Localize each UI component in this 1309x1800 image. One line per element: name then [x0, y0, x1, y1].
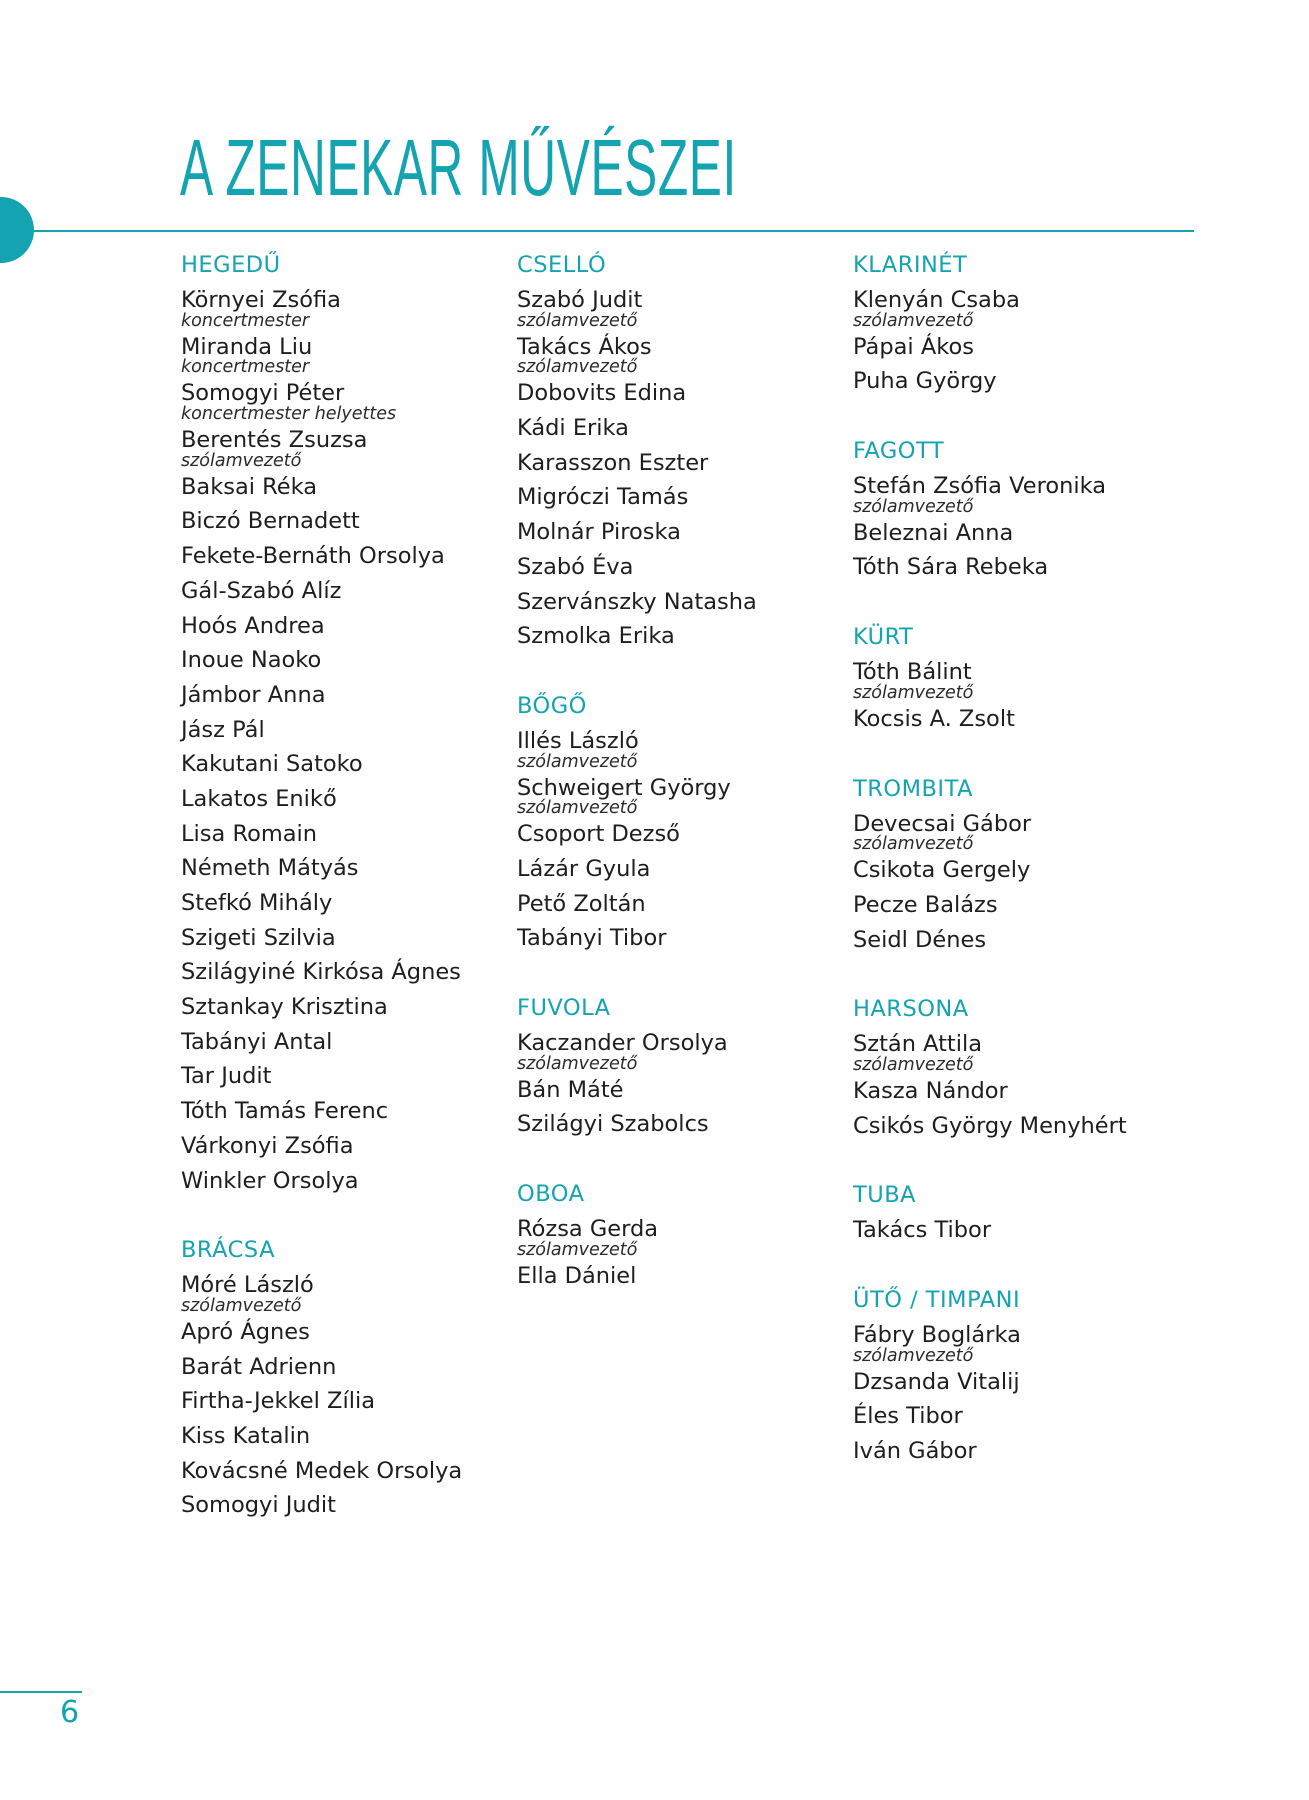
instrument-section [181, 247, 511, 1198]
member-entry [517, 550, 847, 585]
member-role: szólamvezető [517, 751, 638, 772]
member-name: Lisa Romain [181, 820, 318, 847]
member-name: Móré László [181, 1272, 314, 1299]
member-role: szólamvezető [517, 357, 638, 378]
member-name: Bán Máté [517, 1076, 624, 1103]
section-heading: KÜRT [853, 624, 914, 651]
member-name: Puha György [853, 368, 997, 395]
member-entry [181, 1268, 511, 1315]
member-name: Somogyi Péter [181, 380, 345, 407]
member-entry [517, 1212, 847, 1259]
member-name: Tabányi Tibor [517, 925, 667, 952]
member-entry [181, 817, 511, 852]
member-role: szólamvezető [853, 1054, 974, 1075]
member-name: Szmolka Erika [517, 623, 675, 650]
member-entry [517, 852, 847, 887]
member-name: Szilágyi Szabolcs [517, 1111, 709, 1138]
member-entry [853, 655, 1183, 702]
member-entry [181, 1454, 511, 1489]
member-name: Csikós György Menyhért [853, 1112, 1127, 1139]
member-entry [181, 330, 511, 377]
member-entry [853, 364, 1183, 399]
member-entry [181, 1129, 511, 1164]
member-name: Barát Adrienn [181, 1353, 337, 1380]
member-name: Jámbor Anna [181, 681, 326, 708]
member-entry [181, 851, 511, 886]
member-name: Kasza Nándor [853, 1077, 1008, 1104]
member-name: Szilágyiné Kirkósa Ágnes [181, 959, 461, 986]
member-entry [181, 1059, 511, 1094]
member-entry [181, 886, 511, 921]
instrument-section [853, 433, 1183, 585]
member-entry [181, 1164, 511, 1199]
member-role: szólamvezető [517, 1239, 638, 1260]
member-entry [517, 480, 847, 515]
member-name: Lakatos Enikő [181, 785, 337, 812]
member-name: Stefkó Mihály [181, 890, 333, 916]
member-entry [853, 1399, 1183, 1434]
instrument-section [853, 619, 1183, 736]
member-entry [853, 469, 1183, 516]
instrument-section [181, 1232, 511, 1523]
member-name: Molnár Piroska [517, 519, 681, 546]
member-name: Csikota Gergely [853, 857, 1031, 884]
member-entry [853, 888, 1183, 923]
instrument-section [853, 247, 1183, 399]
member-entry [853, 516, 1183, 551]
member-name: Pecze Balázs [853, 891, 998, 918]
member-name: Pető Zoltán [517, 890, 646, 917]
member-entry [517, 921, 847, 956]
member-name: Biczó Bernadett [181, 508, 360, 535]
member-entry [181, 504, 511, 539]
member-entry [517, 585, 847, 620]
member-entry [853, 1365, 1183, 1400]
member-entry [853, 550, 1183, 585]
section-heading: CSELLÓ [517, 252, 607, 278]
member-name: Kocsis A. Zsolt [853, 705, 1015, 732]
member-entry [181, 1350, 511, 1385]
member-entry [517, 1107, 847, 1142]
member-entry [517, 376, 847, 411]
member-name: Szervánszky Natasha [517, 588, 757, 615]
member-name: Apró Ágnes [181, 1318, 310, 1345]
member-role: szólamvezető [853, 834, 974, 855]
section-heading: BŐGŐ [517, 692, 587, 719]
member-entry [181, 990, 511, 1025]
member-name: Kaczander Orsolya [517, 1030, 728, 1056]
member-name: Kovácsné Medek Orsolya [181, 1457, 463, 1484]
member-name: Környei Zsófia [181, 287, 341, 313]
member-name: Seidl Dénes [853, 926, 987, 953]
member-entry [181, 1384, 511, 1419]
member-entry [853, 330, 1183, 365]
member-entry [181, 283, 511, 330]
member-entry [181, 955, 511, 990]
member-entry [517, 1259, 847, 1294]
instrument-section [853, 1282, 1183, 1469]
section-heading: HARSONA [853, 996, 969, 1023]
member-name: Szabó Judit [517, 287, 643, 313]
member-name: Szigeti Szilvia [181, 924, 336, 951]
member-entry [853, 807, 1183, 854]
member-entry [853, 1027, 1183, 1074]
instrument-section [517, 688, 847, 956]
member-name: Hoós Andrea [181, 612, 325, 639]
member-entry [181, 423, 511, 470]
member-name: Somogyi Judit [181, 1492, 336, 1519]
member-entry [517, 771, 847, 818]
member-entry [517, 724, 847, 771]
section-heading: BRÁCSA [181, 1237, 275, 1264]
member-role: koncertmester [181, 310, 310, 331]
member-role: koncertmester helyettes [181, 404, 397, 425]
member-entry [181, 376, 511, 423]
member-name: Dzsanda Vitalij [853, 1368, 1020, 1395]
member-name: Sztankay Krisztina [181, 994, 388, 1021]
member-name: Takács Ákos [517, 333, 652, 360]
member-entry [181, 470, 511, 505]
member-name: Takács Tibor [853, 1217, 992, 1244]
member-role: szólamvezető [181, 450, 302, 471]
member-name: Szabó Éva [517, 553, 634, 580]
member-entry [853, 1318, 1183, 1365]
member-role: szólamvezető [517, 798, 638, 819]
member-entry [181, 1419, 511, 1454]
member-entry [181, 1094, 511, 1129]
member-name: Klenyán Csaba [853, 287, 1020, 313]
member-entry [853, 853, 1183, 888]
member-name: Dobovits Edina [517, 380, 687, 407]
member-entry [853, 1434, 1183, 1469]
member-name: Inoue Naoko [181, 647, 322, 674]
section-heading: ÜTŐ / TIMPANI [853, 1287, 1021, 1313]
member-name: Gál-Szabó Alíz [181, 577, 342, 604]
member-entry [517, 619, 847, 654]
column-3 [853, 247, 1183, 1503]
member-name: Stefán Zsófia Veronika [853, 473, 1107, 500]
member-entry [853, 1074, 1183, 1109]
member-role: szólamvezető [853, 496, 974, 517]
member-name: Beleznai Anna [853, 519, 1014, 546]
member-name: Fábry Boglárka [853, 1322, 1021, 1348]
member-name: Németh Mátyás [181, 855, 359, 882]
section-heading: OBOA [517, 1181, 585, 1208]
member-entry [181, 921, 511, 956]
member-entry [181, 574, 511, 609]
member-name: Firtha-Jekkel Zília [181, 1388, 375, 1415]
member-name: Devecsai Gábor [853, 810, 1032, 837]
member-entry [853, 1109, 1183, 1144]
member-name: Rózsa Gerda [517, 1216, 659, 1243]
member-name: Jász Pál [181, 716, 265, 743]
member-name: Tóth Sára Rebeka [853, 554, 1049, 581]
member-role: koncertmester [181, 357, 310, 378]
member-entry [181, 1488, 511, 1523]
instrument-section [517, 990, 847, 1142]
member-name: Baksai Réka [181, 473, 318, 500]
section-heading: KLARINÉT [853, 252, 968, 278]
member-name: Lázár Gyula [517, 855, 651, 882]
member-role: szólamvezető [853, 310, 974, 331]
member-entry [181, 713, 511, 748]
member-name: Pápai Ákos [853, 333, 974, 360]
member-name: Tóth Bálint [853, 659, 972, 686]
member-role: szólamvezető [517, 1053, 638, 1074]
page-number: 6 [60, 1695, 80, 1730]
member-entry [517, 411, 847, 446]
section-heading: FUVOLA [517, 995, 611, 1021]
section-heading: HEGEDŰ [181, 252, 281, 278]
member-entry [517, 1026, 847, 1073]
member-name: Csoport Dezső [517, 821, 680, 848]
member-entry [181, 539, 511, 574]
member-entry [517, 283, 847, 330]
member-entry [517, 446, 847, 481]
instrument-section [853, 1177, 1183, 1248]
member-name: Migróczi Tamás [517, 484, 689, 511]
page-title: A ZENEKAR MŰVÉSZEI [180, 123, 737, 212]
member-entry [517, 887, 847, 922]
member-role: szólamvezető [517, 310, 638, 331]
member-name: Tabányi Antal [181, 1028, 333, 1055]
instrument-section [517, 247, 847, 654]
member-entry [853, 1213, 1183, 1248]
member-entry [517, 515, 847, 550]
member-name: Éles Tibor [853, 1403, 963, 1430]
member-entry [517, 1073, 847, 1108]
member-entry [517, 330, 847, 377]
section-heading: FAGOTT [853, 438, 945, 465]
member-entry [181, 782, 511, 817]
member-name: Kiss Katalin [181, 1422, 311, 1449]
member-entry [853, 923, 1183, 958]
member-name: Winkler Orsolya [181, 1167, 359, 1194]
member-entry [181, 678, 511, 713]
member-entry [853, 283, 1183, 330]
member-entry [181, 609, 511, 644]
member-role: szólamvezető [853, 682, 974, 703]
member-name: Tóth Tamás Ferenc [181, 1098, 389, 1125]
member-name: Illés László [517, 727, 639, 754]
column-1 [181, 247, 511, 1557]
member-entry [181, 1025, 511, 1060]
member-entry [181, 747, 511, 782]
column-2 [517, 247, 847, 1327]
member-name: Berentés Zsuzsa [181, 427, 368, 454]
member-entry [181, 643, 511, 678]
member-entry [853, 702, 1183, 737]
section-heading: TUBA [853, 1182, 917, 1209]
member-name: Kádi Erika [517, 415, 629, 442]
member-name: Kakutani Satoko [181, 751, 363, 778]
member-name: Fekete-Bernáth Orsolya [181, 543, 445, 570]
instrument-section [517, 1176, 847, 1293]
member-entry [181, 1315, 511, 1350]
member-name: Karasszon Eszter [517, 449, 709, 476]
member-name: Ella Dániel [517, 1262, 637, 1289]
section-heading: TROMBITA [853, 775, 973, 802]
member-role: szólamvezető [181, 1295, 302, 1316]
member-name: Schweigert György [517, 774, 731, 801]
instrument-section [853, 771, 1183, 958]
member-name: Tar Judit [181, 1063, 272, 1090]
instrument-section [853, 991, 1183, 1143]
member-name: Várkonyi Zsófia [181, 1132, 354, 1159]
title-divider [24, 230, 1194, 232]
member-name: Miranda Liu [181, 333, 313, 360]
member-name: Iván Gábor [853, 1438, 977, 1465]
member-role: szólamvezető [853, 1345, 974, 1366]
member-name: Sztán Attila [853, 1031, 983, 1058]
member-entry [517, 817, 847, 852]
